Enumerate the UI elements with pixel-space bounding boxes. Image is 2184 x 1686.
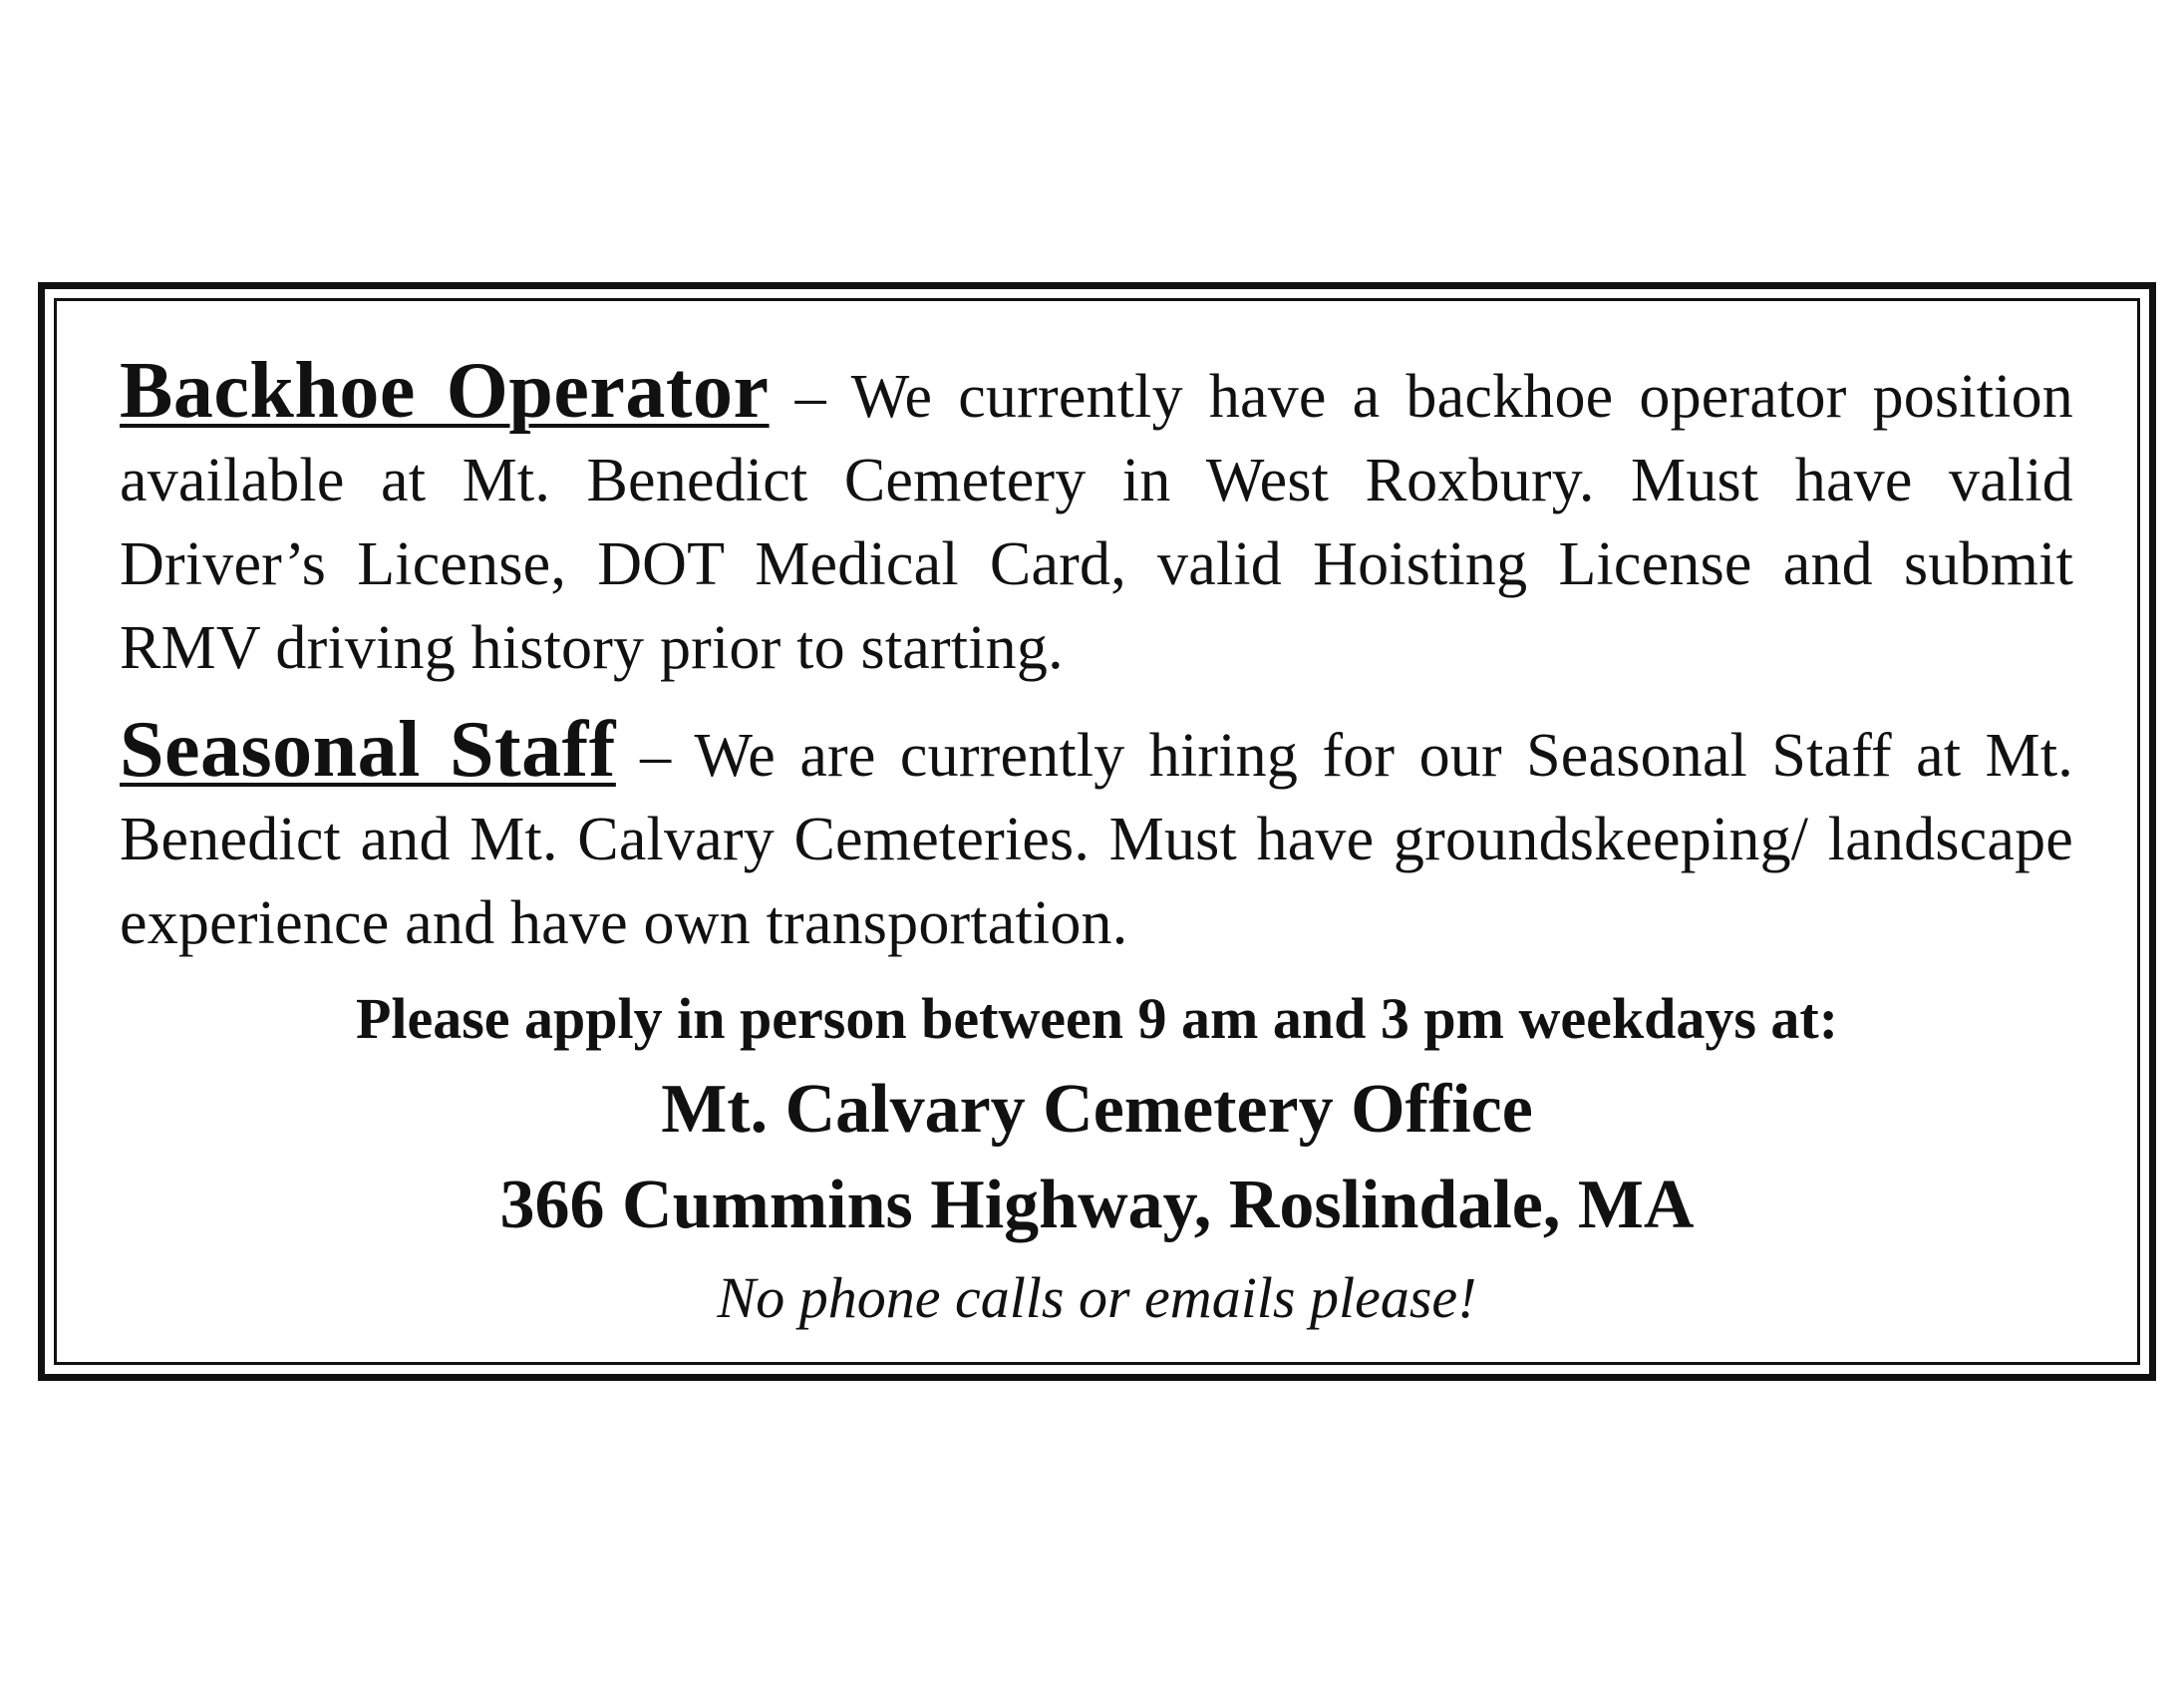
job-listings: [120, 349, 2073, 965]
office-name: Mt. Calvary Cemetery Office: [661, 1071, 1533, 1148]
backhoe-description: – We currently have a backhoe operator position available at Mt. Benedict Cemetery in West Roxbury. Must have valid Driver’s License, DOT Medical Card, valid Hoisting License and submit RMV driving history prior to starting.: [120, 363, 2073, 682]
backhoe-listing: [120, 349, 2073, 690]
backhoe-heading: Backhoe Operator: [120, 347, 770, 435]
office-address: 366 Cummins Highway, Roslindale, MA: [499, 1167, 1695, 1243]
apply-instructions: Please apply in person between 9 am and 3 pm weekdays at:: [355, 986, 1839, 1051]
contact-note: No phone calls or emails please!: [717, 1265, 1477, 1330]
seasonal-listing: [120, 708, 2073, 965]
seasonal-heading: Seasonal Staff: [120, 706, 616, 794]
seasonal-description: – We are currently hiring for our Seasonal Staff at Mt. Benedict and Mt. Calvary Cemeteries. Must have groundskeeping/ landscape experience and have own transportation.: [120, 722, 2074, 957]
